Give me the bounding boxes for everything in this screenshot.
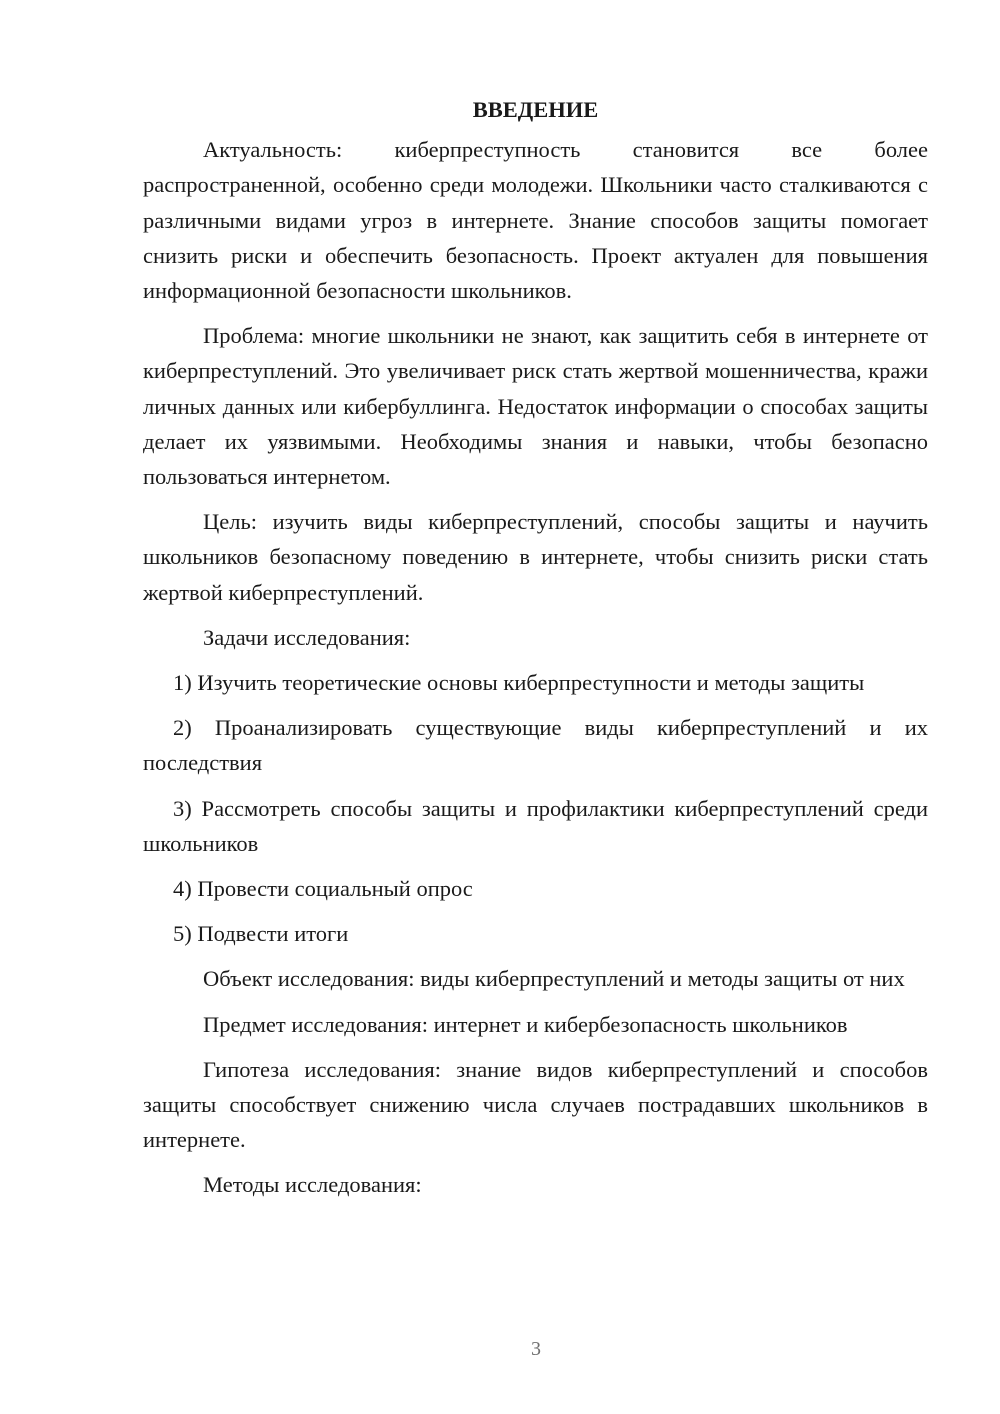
task-item-5: 5) Подвести итоги [173, 921, 349, 947]
task-item-1: 1) Изучить теоретические основы киберпреступности и методы защиты [173, 670, 865, 696]
paragraph-problem: Проблема: многие школьники не знают, как защитить себя в интернете от киберпреступлений. Это увеличивает риск стать жертвой мошенничества, кражи личных данных или кибербуллинга. Недостаток информации о способах защиты делает их уязвимыми. Необходимы знания и навыки, чтобы безопасно пользоваться интернетом. [143, 323, 928, 490]
task-item-2: 2) Проанализировать существующие виды киберпреступлений и их последствия [143, 715, 928, 776]
page-content [143, 92, 928, 1213]
paragraph-subject: Предмет исследования: интернет и кибербезопасность школьников [203, 1011, 848, 1037]
task-item-3: 3) Рассмотреть способы защиты и профилактики киберпреступлений среди школьников [143, 795, 928, 856]
tasks-heading: Задачи исследования: [203, 624, 411, 650]
page-number: 3 [531, 1338, 541, 1360]
methods-heading: Методы исследования: [203, 1172, 422, 1198]
paragraph-goal: Цель: изучить виды киберпреступлений, способы защиты и научить школьников безопасному поведению в интернете, чтобы снизить риски стать жертвой киберпреступлений. [143, 509, 928, 605]
task-item-4: 4) Провести социальный опрос [173, 876, 473, 902]
paragraph-hypothesis: Гипотеза исследования: знание видов киберпреступлений и способов защиты способствует снижению числа случаев пострадавших школьников в интернете. [143, 1056, 928, 1153]
paragraph-object: Объект исследования: виды киберпреступлений и методы защиты от них [203, 966, 905, 992]
section-title: ВВЕДЕНИЕ [472, 97, 599, 122]
paragraph-relevance: Актуальность: киберпреступность становится все более распространенной, особенно среди молодежи. Школьники часто сталкиваются с различными видами угроз в интернете. Знание способов защиты помогает снизить риски и обеспечить безопасность. Проект актуален для повышения информационной безопасности школьников. [143, 137, 928, 304]
